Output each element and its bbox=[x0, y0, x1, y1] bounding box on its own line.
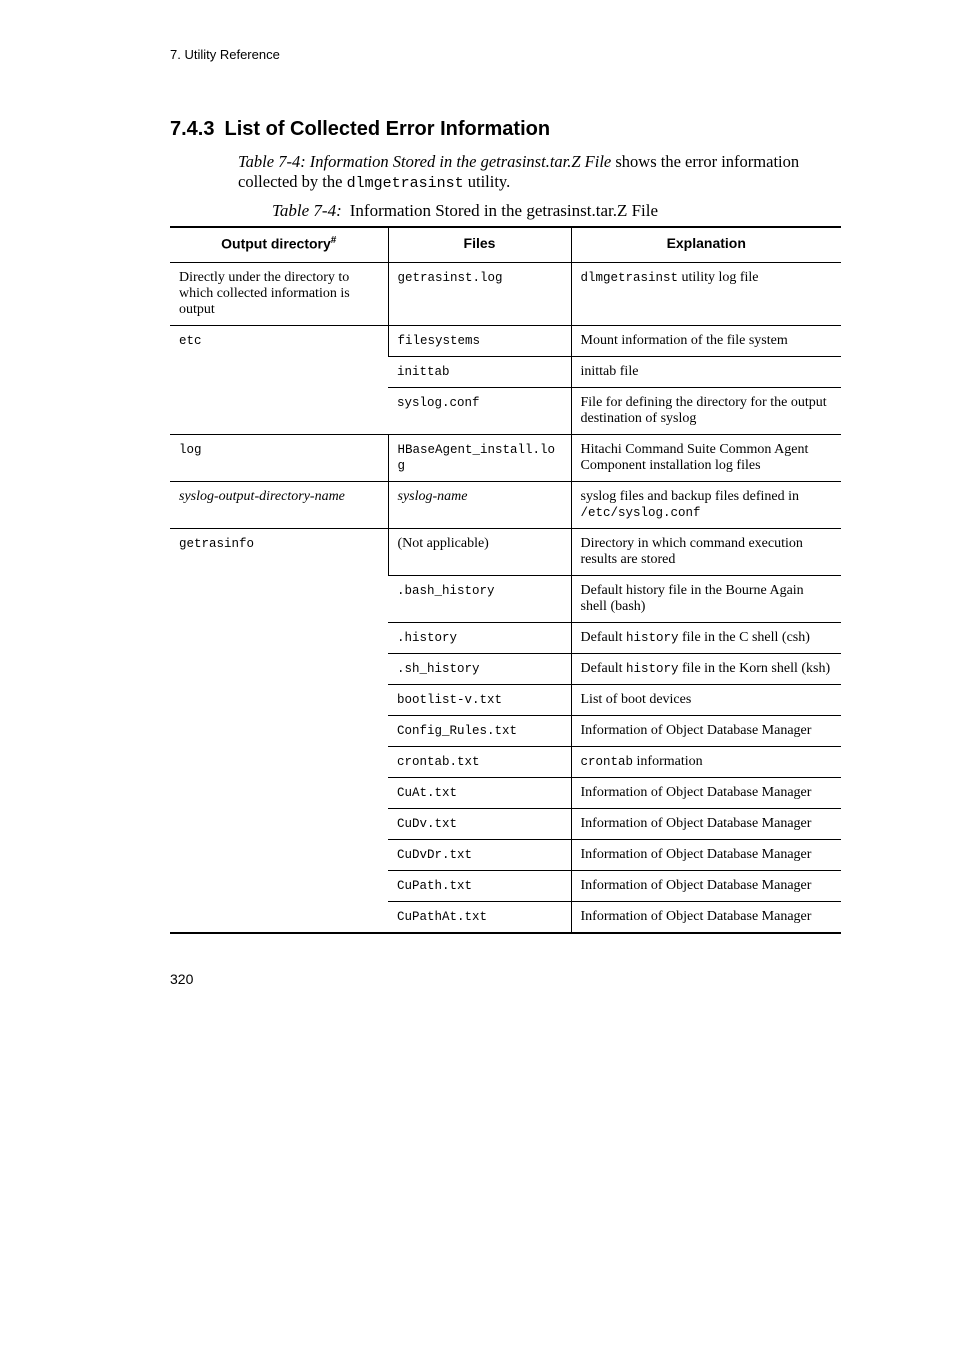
header-output-directory: Output directory# bbox=[170, 227, 388, 263]
cell-explanation: File for defining the directory for the output destination of syslog bbox=[571, 388, 841, 435]
table-caption-label: Table 7-4: bbox=[272, 201, 342, 220]
cell-file: bootlist-v.txt bbox=[388, 685, 571, 716]
table-row bbox=[170, 435, 841, 482]
cell-explanation: Information of Object Database Manager bbox=[571, 902, 841, 934]
cell-explanation: Information of Object Database Manager bbox=[571, 778, 841, 809]
cell-file: CuAt.txt bbox=[388, 778, 571, 809]
header-explanation: Explanation bbox=[571, 227, 841, 263]
cell-file: .sh_history bbox=[388, 654, 571, 685]
cell-explanation: inittab file bbox=[571, 357, 841, 388]
table-header-row bbox=[170, 227, 841, 263]
section-number: 7.4.3 bbox=[170, 118, 215, 140]
cell-explanation: Default history file in the Bourne Again shell (bash) bbox=[571, 576, 841, 623]
cell-explanation: List of boot devices bbox=[571, 685, 841, 716]
table-row bbox=[170, 263, 841, 326]
cell-explanation: Information of Object Database Manager bbox=[571, 716, 841, 747]
cell-file: CuPath.txt bbox=[388, 871, 571, 902]
intro-paragraph bbox=[238, 152, 848, 194]
cell-file: Config_Rules.txt bbox=[388, 716, 571, 747]
collected-info-table bbox=[170, 226, 841, 934]
cell-output-directory: Directly under the directory to which collected information is output bbox=[170, 263, 388, 326]
table-row bbox=[170, 326, 841, 357]
page-number: 320 bbox=[170, 971, 194, 987]
cell-file: CuDvDr.txt bbox=[388, 840, 571, 871]
cell-file: .bash_history bbox=[388, 576, 571, 623]
cell-explanation: dlmgetrasinst utility log file bbox=[571, 263, 841, 326]
cell-file: inittab bbox=[388, 357, 571, 388]
cell-explanation: Information of Object Database Manager bbox=[571, 871, 841, 902]
cell-explanation: Hitachi Command Suite Common Agent Component installation log files bbox=[571, 435, 841, 482]
cell-output-directory: log bbox=[170, 435, 388, 482]
section-title bbox=[170, 118, 550, 141]
cell-explanation: Directory in which command execution results are stored bbox=[571, 529, 841, 576]
running-head: 7. Utility Reference bbox=[170, 47, 280, 62]
cell-file: (Not applicable) bbox=[388, 529, 571, 576]
cell-file: crontab.txt bbox=[388, 747, 571, 778]
table-row bbox=[170, 529, 841, 576]
cell-file: getrasinst.log bbox=[388, 263, 571, 326]
table-caption bbox=[272, 200, 658, 222]
cell-explanation: Mount information of the file system bbox=[571, 326, 841, 357]
cell-explanation: Information of Object Database Manager bbox=[571, 840, 841, 871]
cell-file: filesystems bbox=[388, 326, 571, 357]
cell-explanation: crontab information bbox=[571, 747, 841, 778]
header-files: Files bbox=[388, 227, 571, 263]
cell-file: CuDv.txt bbox=[388, 809, 571, 840]
table-reference-link[interactable]: Table 7-4: Information Stored in the getrasinst.tar.Z File bbox=[238, 152, 612, 171]
footnote-mark: # bbox=[330, 235, 337, 246]
cell-output-directory: getrasinfo bbox=[170, 529, 388, 934]
table-row bbox=[170, 482, 841, 529]
cell-explanation: Default history file in the Korn shell (ksh) bbox=[571, 654, 841, 685]
cell-file: .history bbox=[388, 623, 571, 654]
cell-file: syslog-name bbox=[388, 482, 571, 529]
table-caption-title: Information Stored in the getrasinst.tar.Z File bbox=[349, 201, 659, 220]
cell-file: HBaseAgent_install.log bbox=[388, 435, 571, 482]
cell-explanation: Information of Object Database Manager bbox=[571, 809, 841, 840]
section-title-text: List of Collected Error Information bbox=[224, 118, 551, 140]
cell-output-directory: syslog-output-directory-name bbox=[170, 482, 388, 529]
cell-explanation: syslog files and backup files defined in /etc/syslog.conf bbox=[571, 482, 841, 529]
cell-file: CuPathAt.txt bbox=[388, 902, 571, 934]
intro-command: dlmgetrasinst bbox=[346, 175, 464, 192]
cell-output-directory: etc bbox=[170, 326, 388, 435]
intro-text: shows the error information collected by the bbox=[238, 152, 800, 191]
cell-file: syslog.conf bbox=[388, 388, 571, 435]
cell-explanation: Default history file in the C shell (csh) bbox=[571, 623, 841, 654]
intro-text-end: utility. bbox=[463, 172, 511, 191]
